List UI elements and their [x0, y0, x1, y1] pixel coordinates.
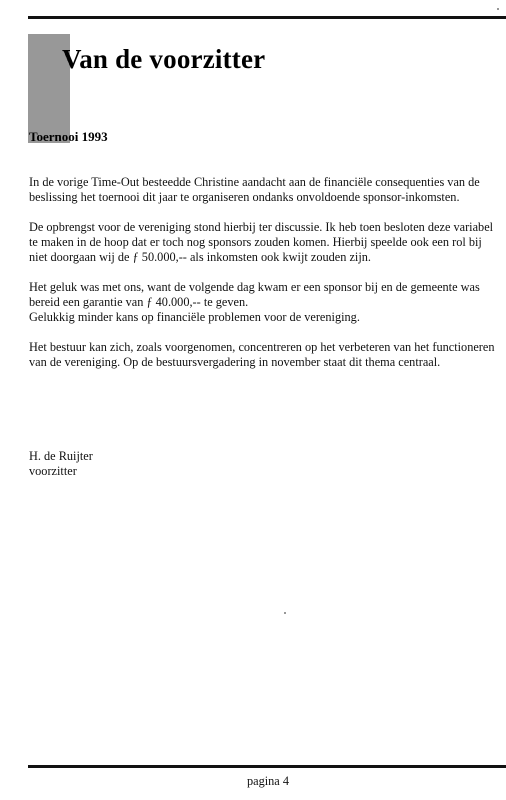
paragraph: Gelukkig minder kans op financiële problemen voor de vereniging. [29, 310, 360, 324]
page-number: pagina 4 [246, 774, 289, 788]
page-title: Van de voorzitter [62, 44, 266, 74]
bottom-rule [28, 765, 506, 768]
signature-role: voorzitter [29, 464, 77, 478]
top-rule [28, 16, 506, 19]
article-body [29, 175, 501, 385]
paragraph: De opbrengst voor de vereniging stond hierbij ter discussie. Ik heb toen besloten deze variabel te maken in de hoop dat er toch nog sponsors zouden komen. Hierbij speelde ook een rol bij niet doorgaan wij de ƒ 50.000,-- als inkomsten ook kwijt zouden zijn. [29, 220, 494, 264]
paragraph: Het geluk was met ons, want de volgende dag kwam er een sponsor bij en de gemeente was bereid een garantie van ƒ 40.000,-- te geven. [29, 280, 480, 309]
scan-speck [284, 612, 286, 614]
paragraph: In de vorige Time-Out besteedde Christine aandacht aan de financiële consequenties van de beslissing het toernooi dit jaar te organiseren ondanks onvoldoende sponsor-inkomsten. [29, 175, 480, 204]
scan-speck [497, 8, 499, 10]
signature-block [29, 449, 93, 479]
paragraph: Het bestuur kan zich, zoals voorgenomen, concentreren op het verbeteren van het functioneren van de vereniging. Op de bestuursvergadering in november staat dit thema centraal. [29, 340, 495, 369]
signature-name: H. de Ruijter [29, 449, 93, 463]
section-subtitle: Toernooi 1993 [29, 129, 108, 144]
